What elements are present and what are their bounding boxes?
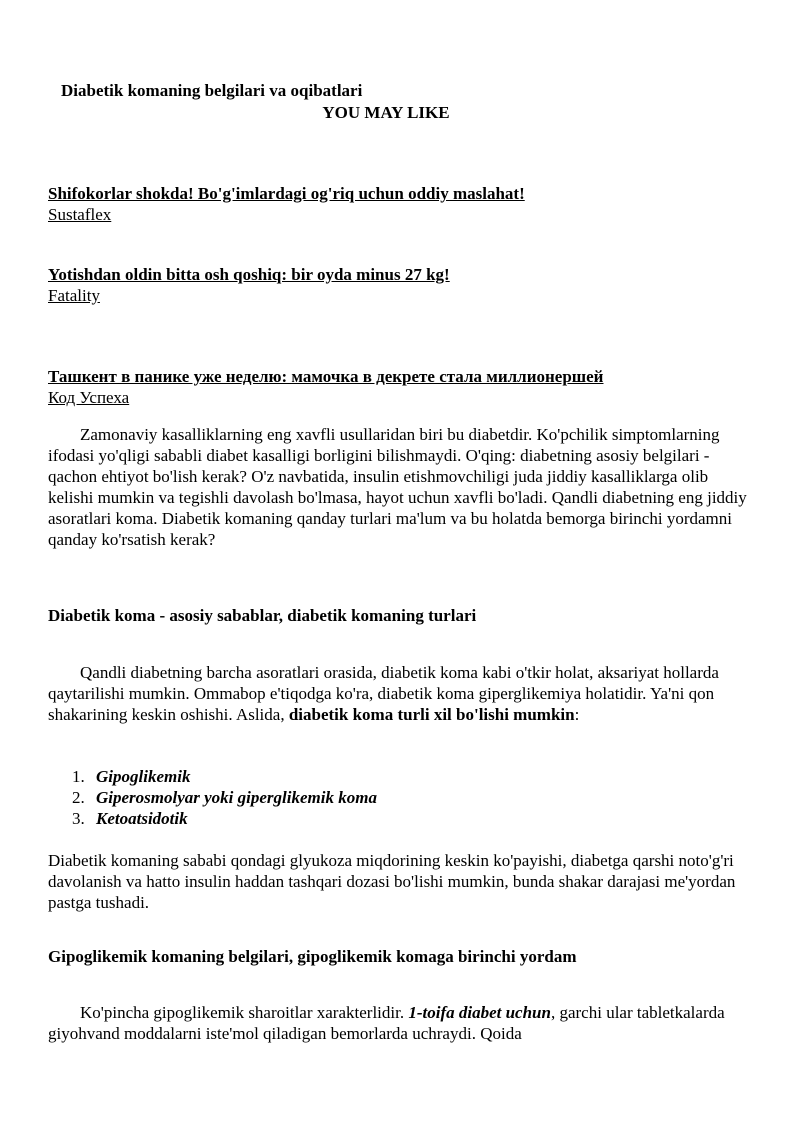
ad-item (48, 366, 752, 408)
gipo-paragraph (48, 1002, 752, 1044)
ad-source-link[interactable]: Код Успеха (48, 388, 130, 407)
list-number: 1. (72, 767, 85, 786)
gipo-paragraph-end: , garchi ular tabletkalarda giyohvand moddalarni iste'mol qiladigan bemorlarda uchraydi. Qoida (48, 1003, 725, 1043)
ad-title-link[interactable]: Ташкент в панике уже неделю: мамочка в декрете стала миллионершей (48, 367, 604, 386)
intro-paragraph: Zamonaviy kasalliklarning eng xavfli usullaridan biri bu diabetdir. Ko'pchilik simptomlarning ifodasi yo'qligi sababli diabet kasalligi borligini bilishmaydi. O'qing: diabetning asosiy belgilari - qachon ehtiyot bo'lish kerak? O'z navbatida, insulin etishmovchiligi juda jiddiy kasalliklarga olib kelishi mumkin va tegishli davolash bo'lmasa, hayot uchun xavfli bo'ladi. Qandli diabetning eng jiddiy asoratlari koma. Diabetik komaning qanday turlari ma'lum va bu holatda bemorga birinchi yordamni qanday ko'rsatish kerak? (48, 425, 747, 549)
list-number: 2. (72, 788, 85, 807)
you-may-like-heading: YOU MAY LIKE (322, 103, 450, 122)
section-heading-gipo: Gipoglikemik komaning belgilari, gipoglikemik komaga birinchi yordam (48, 947, 577, 966)
gipo-paragraph-text: Ko'pincha gipoglikemik sharoitlar xarakterlidir. (80, 1003, 409, 1022)
koma-types-list (48, 766, 752, 829)
list-item (48, 766, 752, 787)
section-heading-koma: Diabetik koma - asosiy sabablar, diabetik komaning turlari (48, 606, 477, 625)
ad-source-link[interactable]: Fatality (48, 286, 100, 305)
cause-paragraph: Diabetik komaning sababi qondagi glyukoza miqdorining keskin ko'payishi, diabetga qarshi noto'g'ri davolanish va hatto insulin haddan tashqari dozasi bo'lishi mumkin, bunda shakar darajasi me'yordan pastga tushadi. (48, 851, 736, 912)
koma-paragraph-text: Qandli diabetning barcha asoratlari orasida, diabetik koma kabi o'tkir holat, aksariyat hollarda qaytarilishi mumkin. Ommabop e'tiqodga ko'ra, diabetik koma giperglikemiya holatidir. Ya'ni qon shakarining keskin oshishi. Aslida, (48, 663, 719, 724)
ad-source-link[interactable]: Sustaflex (48, 205, 112, 224)
ad-item (48, 264, 752, 306)
list-item (48, 808, 752, 829)
ad-item (48, 183, 752, 225)
ad-title-link[interactable]: Shifokorlar shokda! Bo'g'imlardagi og'riq uchun oddiy maslahat! (48, 184, 525, 203)
koma-paragraph-end: : (574, 705, 580, 724)
list-item-text: Giperosmolyar yoki giperglikemik koma (96, 788, 377, 807)
koma-paragraph (48, 662, 752, 725)
list-item-text: Gipoglikemik (96, 767, 191, 786)
list-item-text: Ketoatsidotik (96, 809, 188, 828)
list-item (48, 787, 752, 808)
document-title: Diabetik komaning belgilari va oqibatlari (61, 81, 363, 100)
list-number: 3. (72, 809, 85, 828)
gipo-paragraph-emphasis: 1-toifa diabet uchun (408, 1003, 551, 1022)
koma-paragraph-bold: diabetik koma turli xil bo'lishi mumkin (288, 705, 575, 724)
ad-title-link[interactable]: Yotishdan oldin bitta osh qoshiq: bir oyda minus 27 kg! (48, 265, 450, 284)
